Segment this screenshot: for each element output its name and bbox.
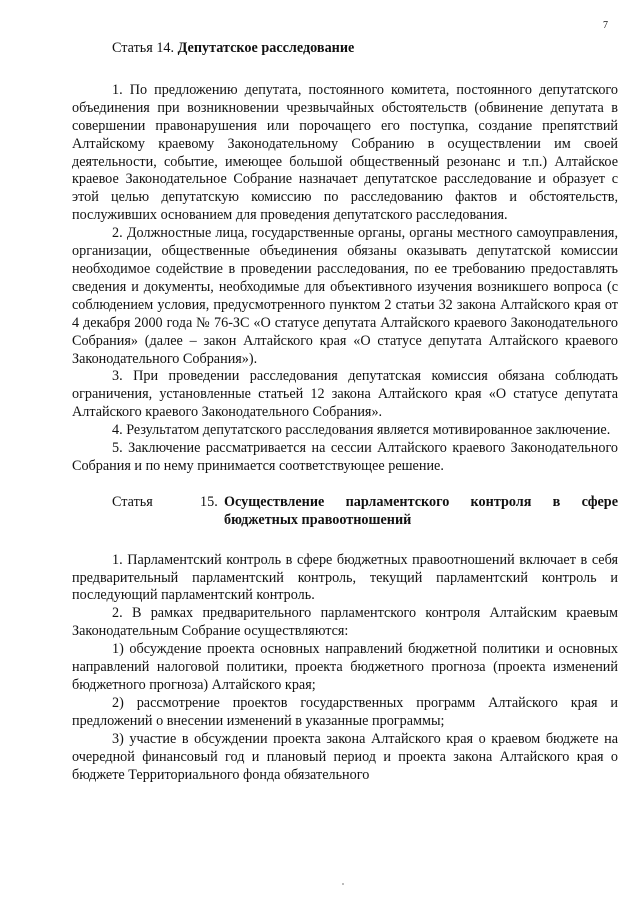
article-14-paragraph-2: 2. Должностные лица, государственные органы, органы местного самоуправления, организации, общественные объединения обязаны оказывать депутатской комиссии необходимое содействие в проведении расследования, по ее требованию предоставлять сведения и документы, необходимые для объективного изучения возникшего вопроса (с соблюдением условия, предусмотренного пунктом 2 статьи 32 закона Алтайского края от 4 декабря 2000 года № 76-ЗС «О статусе депутата Алтайского краевого Законодательного Собрания» (далее – закон Алтайского края «О статусе депутата Алтайского краевого Законодательного Собрания»). bbox=[72, 225, 618, 367]
article-15-item-3: 3) участие в обсуждении проекта закона Алтайского края о краевом бюджете на очередной финансовый год и плановый период и проекта закона Алтайского края о бюджете Территориального фонда обязательного bbox=[72, 730, 618, 783]
page-number: 7 bbox=[603, 20, 608, 31]
article-15-heading bbox=[112, 494, 618, 530]
article-15-paragraph-1: 1. Парламентский контроль в сфере бюджетных правоотношений включает в себя предварительный парламентский контроль, текущий парламентский контроль и последующий парламентский контроль. bbox=[72, 551, 618, 604]
scan-artifact bbox=[342, 883, 344, 885]
article-14-paragraph-5: 5. Заключение рассматривается на сессии Алтайского краевого Законодательного Собрания и по нему принимается соответствующее решение. bbox=[72, 440, 618, 474]
article-14-heading bbox=[72, 40, 618, 58]
article-14-paragraph-1: 1. По предложению депутата, постоянного комитета, постоянного депутатского объединения при возникновении чрезвычайных обстоятельств (обвинение депутата в совершении правонарушения или порочащего его поступка, создание препятствий Алтайскому краевому Законодательному Собранию в осуществлении им своей деятельности, событие, имеющее большой общественный резонанс и т.п.) Алтайское краевое Законодательное Собрание назначает депутатское расследование и образует с этой целью депутатскую комиссию по расследованию фактов и обстоятельств, послуживших основанием для проведения депутатского расследования. bbox=[72, 81, 618, 224]
article-15-title: Осуществление парламентского контроля в сфере бюджетных правоотношений bbox=[224, 493, 618, 528]
article-15-label: Статья bbox=[112, 493, 153, 510]
article-15-number: 15. bbox=[200, 493, 218, 510]
document-body bbox=[72, 40, 618, 784]
article-14-paragraph-4: 4. Результатом депутатского расследования является мотивированное заключение. bbox=[112, 422, 611, 439]
article-14-label: Статья 14. bbox=[112, 40, 175, 56]
article-14-title: Депутатское расследование bbox=[177, 40, 355, 56]
article-14-paragraph-3: 3. При проведении расследования депутатская комиссия обязана соблюдать ограничения, установленные статьей 12 закона Алтайского края «О статусе депутата Алтайского краевого Законодательного Собрания». bbox=[72, 368, 618, 421]
article-15-paragraph-2: 2. В рамках предварительного парламентского контроля Алтайским краевым Законодательным Собрание осуществляются: bbox=[72, 605, 618, 640]
article-15-item-1: 1) обсуждение проекта основных направлений бюджетной политики и основных направлений налоговой политики, проекта бюджетного прогноза (проекта изменений бюджетного прогноза) Алтайского края; bbox=[72, 641, 618, 693]
article-15-item-2: 2) рассмотрение проектов государственных программ Алтайского края и предложений о внесении изменений в указанные программы; bbox=[72, 694, 618, 729]
